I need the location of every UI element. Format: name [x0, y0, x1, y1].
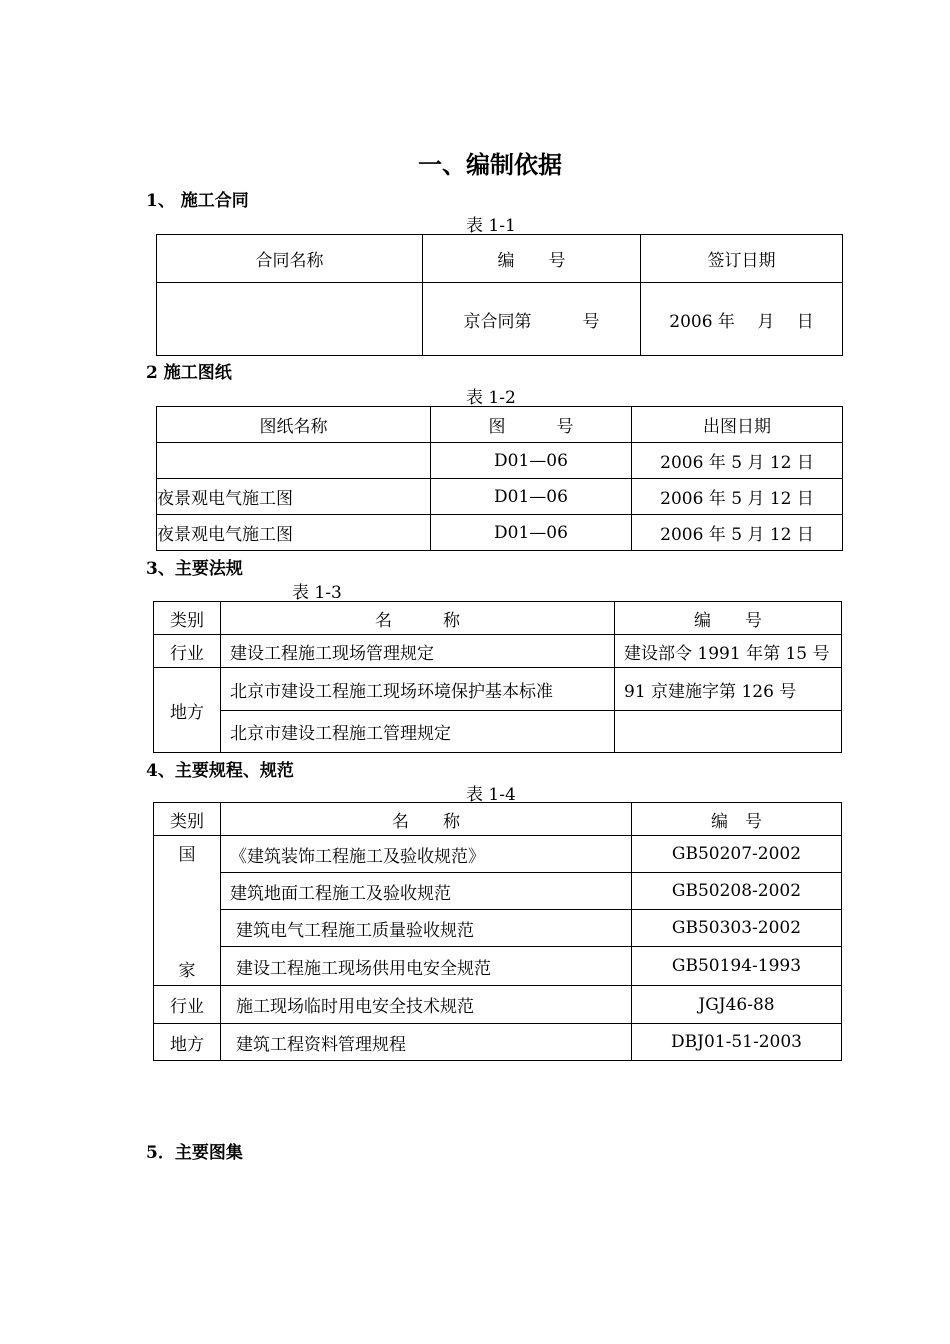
table-row	[157, 283, 843, 356]
table-cell: DBJ01-51-2003	[632, 1024, 842, 1061]
table-row	[154, 986, 842, 1024]
category-cell: 行业	[154, 986, 221, 1024]
table-cell: 建筑工程资料管理规程	[221, 1024, 632, 1061]
table-cell	[157, 283, 423, 356]
header-cell: 签订日期	[641, 235, 843, 283]
page-title: 一、编制依据	[418, 150, 562, 179]
table-cell: D01—06	[431, 515, 632, 551]
table-1-3-caption: 表 1-3	[292, 583, 342, 603]
table-cell	[157, 443, 431, 479]
table-cell: 京合同第 号	[423, 283, 641, 356]
table-row	[157, 515, 843, 551]
table-cell: 北京市建设工程施工管理规定	[221, 711, 615, 753]
section-1-heading: 1、 施工合同	[146, 191, 249, 211]
table-cell	[615, 711, 842, 753]
table-cell: 建筑地面工程施工及验收规范	[221, 873, 632, 910]
header-cell: 出图日期	[632, 407, 843, 443]
table-cell: D01—06	[431, 443, 632, 479]
section-2-heading: 2 施工图纸	[146, 363, 232, 383]
category-cell: 行业	[154, 635, 221, 668]
header-cell: 编 号	[615, 602, 842, 635]
standards-table	[153, 802, 842, 1061]
header-cell: 类别	[154, 803, 221, 836]
table-cell: 夜景观电气施工图	[157, 479, 431, 515]
table-cell: 2006 年 5 月 12 日	[632, 515, 843, 551]
table-row	[154, 910, 842, 947]
regulations-table	[153, 601, 842, 753]
table-row	[154, 1024, 842, 1061]
table-cell: 91 京建施字第 126 号	[615, 668, 842, 711]
table-cell: 建设工程施工现场供用电安全规范	[221, 947, 632, 986]
table-row	[154, 873, 842, 910]
table-cell: GB50208-2002	[632, 873, 842, 910]
table-1-4-caption: 表 1-4	[466, 785, 516, 805]
section-3-heading: 3、主要法规	[146, 559, 243, 579]
drawings-table	[156, 406, 843, 551]
table-cell: 夜景观电气施工图	[157, 515, 431, 551]
header-cell: 名 称	[221, 803, 632, 836]
category-cell-national	[154, 836, 221, 986]
table-cell: 建设工程施工现场管理规定	[221, 635, 615, 668]
table-1-2-caption: 表 1-2	[466, 388, 516, 408]
table-cell: 施工现场临时用电安全技术规范	[221, 986, 632, 1024]
category-cell: 地方	[154, 1024, 221, 1061]
table-cell: 2006 年 5 月 12 日	[632, 479, 843, 515]
header-cell: 图 号	[431, 407, 632, 443]
category-national-top: 国	[178, 845, 196, 865]
table-row	[157, 443, 843, 479]
table-header-row	[154, 602, 842, 635]
table-cell: GB50194-1993	[632, 947, 842, 986]
header-cell: 名 称	[221, 602, 615, 635]
table-row	[154, 635, 842, 668]
table-row	[154, 836, 842, 873]
table-row	[154, 668, 842, 711]
table-cell: 《建筑装饰工程施工及验收规范》	[221, 836, 632, 873]
contract-table	[156, 234, 843, 356]
category-cell: 地方	[154, 668, 221, 753]
table-cell: D01—06	[431, 479, 632, 515]
header-cell: 图纸名称	[157, 407, 431, 443]
table-cell: 2006 年 月 日	[641, 283, 843, 356]
table-cell: JGJ46-88	[632, 986, 842, 1024]
header-cell: 编 号	[423, 235, 641, 283]
section-4-heading: 4、主要规程、规范	[146, 761, 294, 781]
table-cell: 2006 年 5 月 12 日	[632, 443, 843, 479]
table-header-row	[157, 235, 843, 283]
category-national-bottom: 家	[178, 961, 196, 981]
table-row	[154, 947, 842, 986]
table-cell: GB50207-2002	[632, 836, 842, 873]
table-cell: GB50303-2002	[632, 910, 842, 947]
table-header-row	[157, 407, 843, 443]
header-cell: 编 号	[632, 803, 842, 836]
table-cell: 建筑电气工程施工质量验收规范	[221, 910, 632, 947]
table-header-row	[154, 803, 842, 836]
section-5-heading: 5．主要图集	[146, 1143, 243, 1163]
table-cell: 北京市建设工程施工现场环境保护基本标准	[221, 668, 615, 711]
header-cell: 类别	[154, 602, 221, 635]
table-1-1-caption: 表 1-1	[466, 216, 516, 236]
table-cell: 建设部令 1991 年第 15 号	[615, 635, 842, 668]
header-cell: 合同名称	[157, 235, 423, 283]
table-row	[154, 711, 842, 753]
table-row	[157, 479, 843, 515]
